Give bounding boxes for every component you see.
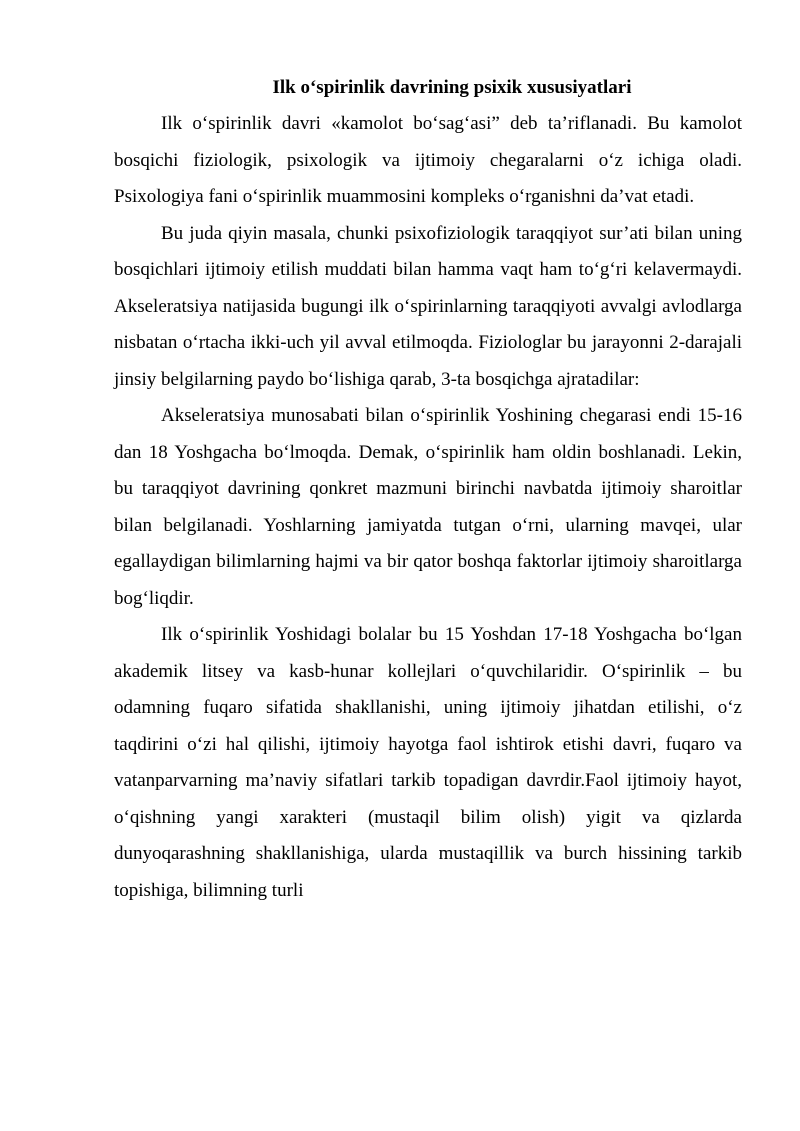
paragraph-1: Ilk o‘spirinlik davri «kamolot bo‘sag‘asi” deb ta’riflanadi. Bu kamolot bosqichi fiziologik, psixologik va ijtimoiy chegaralarni o‘z ichiga oladi. Psixologiya fani o‘spirinlik muammosini kompleks o‘rganishni da’vat etadi. bbox=[114, 113, 742, 207]
document-page bbox=[114, 70, 742, 909]
paragraph-3: Akseleratsiya munosabati bilan o‘spirinlik Yoshining chegarasi endi 15-16 dan 18 Yoshgacha bo‘lmoqda. Demak, o‘spirinlik ham oldin boshlanadi. Lekin, bu taraqqiyot davrining qonkret mazmuni birinchi navbatda ijtimoiy sharoitlar bilan belgilanadi. Yoshlarning jamiyatda tutgan o‘rni, ularning mavqei, ular egallaydigan bilimlarning hajmi va bir qator boshqa faktorlar ijtimoiy sharoitlarga bog‘liqdir. bbox=[114, 405, 742, 609]
paragraph-4: Ilk o‘spirinlik Yoshidagi bolalar bu 15 Yoshdan 17-18 Yoshgacha bo‘lgan akademik litsey va kasb-hunar kollejlari o‘quvchilaridir. O‘spirinlik – bu odamning fuqaro sifatida shakllanishi, uning ijtimoiy jihatdan etilishi, o‘z taqdirini o‘zi hal qilishi, ijtimoiy hayotga faol ishtirok etishi davri, fuqaro va vatanparvarning ma’naviy sifatlari tarkib topadigan davrdir.Faol ijtimoiy hayot, o‘qishning yangi xarakteri (mustaqil bilim olish) yigit va qizlarda dunyoqarashning shakllanishiga, ularda mustaqillik va burch hissining tarkib topishiga, bilimning turli bbox=[114, 624, 742, 901]
paragraph-2: Bu juda qiyin masala, chunki psixofiziologik taraqqiyot sur’ati bilan uning bosqichlari ijtimoiy etilish muddati bilan hamma vaqt ham to‘g‘ri kelavermaydi. Akseleratsiya natijasida bugungi ilk o‘spirinlarning taraqqiyoti avvalgi avlodlarga nisbatan o‘rtacha ikki-uch yil avval etilmoqda. Fiziologlar bu jarayonni 2-darajali jinsiy belgilarning paydo bo‘lishiga qarab, 3-ta bosqichga ajratadilar: bbox=[114, 222, 742, 390]
page-title: Ilk o‘spirinlik davrining psixik xususiyatlari bbox=[272, 77, 632, 98]
